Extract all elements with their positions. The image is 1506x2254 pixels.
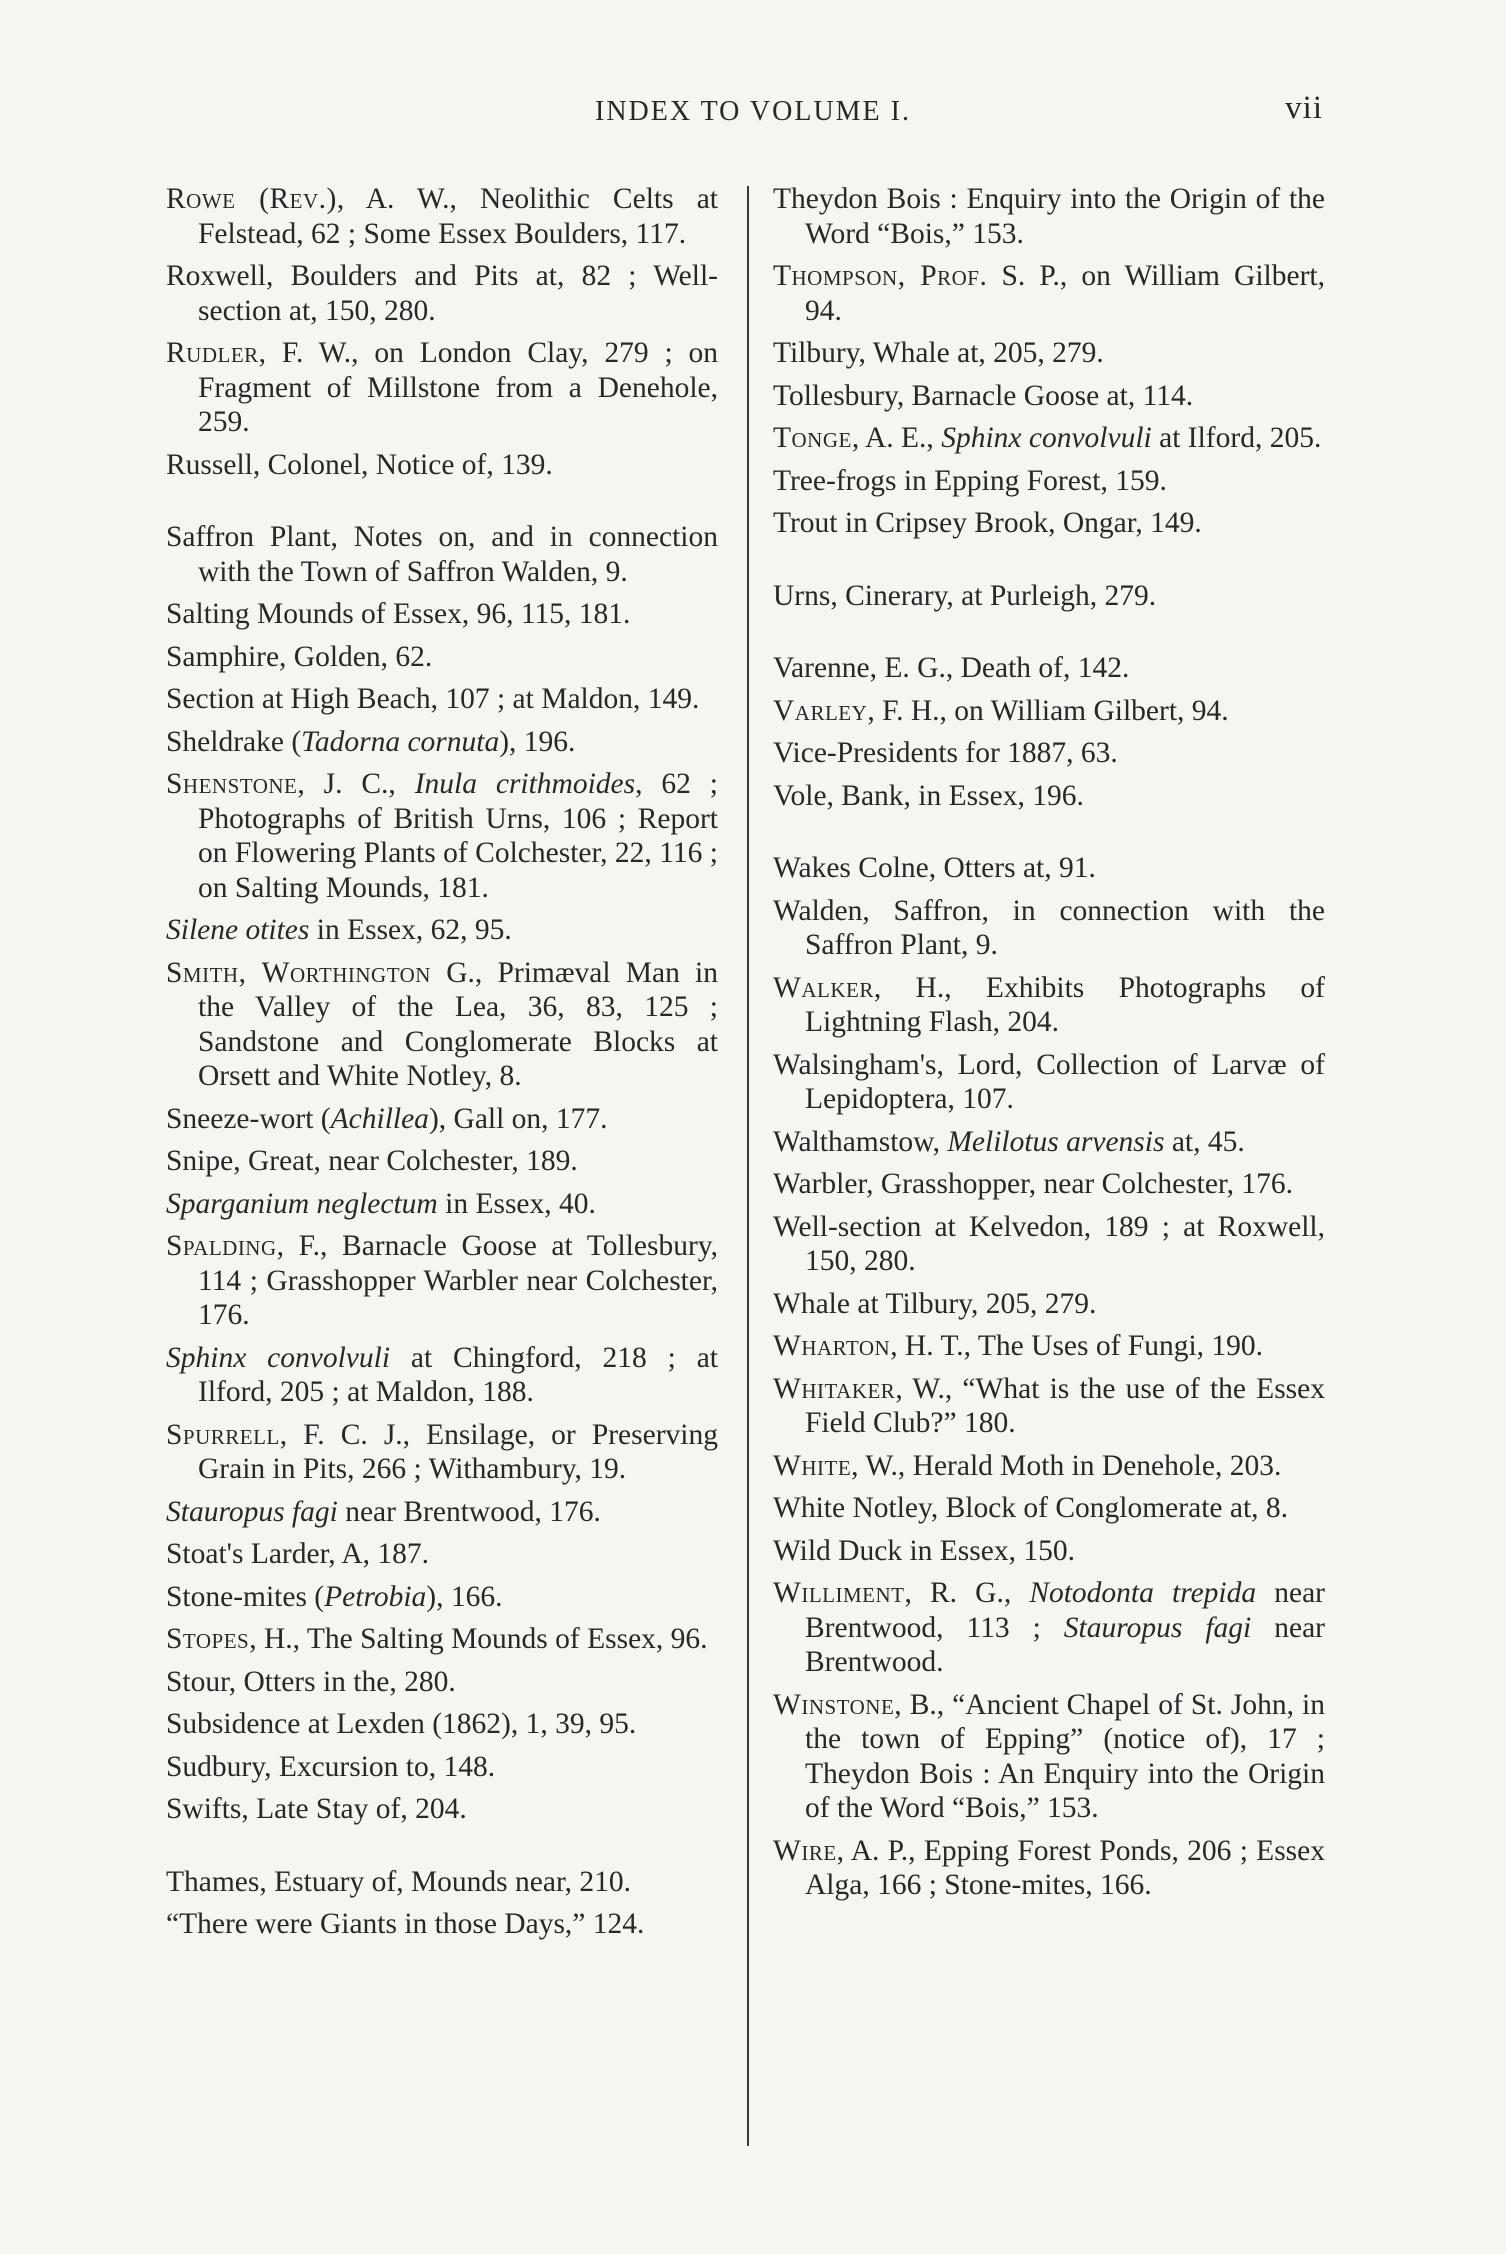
entry-text: Wild Duck in Essex, 150. xyxy=(773,1534,1075,1567)
entry-text: Tree-frogs in Epping Forest, 159. xyxy=(773,464,1167,497)
entry-text: Walden, Saffron, in connection with the Saffron Plant, 9. xyxy=(773,894,1325,961)
entry-text: ), Gall on, 177. xyxy=(428,1102,608,1135)
entry-italic-text: Inula crithmoides xyxy=(414,768,636,800)
entry-text: Snipe, Great, near Colchester, 189. xyxy=(166,1145,578,1177)
entry-text: at, 45. xyxy=(1164,1125,1245,1158)
entry-name: Spurrell xyxy=(166,1418,280,1451)
entry-text: Stone-mites ( xyxy=(166,1580,325,1613)
index-entry xyxy=(773,379,1325,414)
entry-name: Williment xyxy=(773,1577,905,1609)
entry-text: , 62 ; Photographs of British Urns, 106 ; Report on Flowering Plants of Colchester, 22, 116 ; on Salting Mounds, 181. xyxy=(198,768,718,904)
column-divider xyxy=(747,186,749,2146)
entry-text: Stoat's Larder, A, 187. xyxy=(166,1538,430,1570)
entry-text: Tollesbury, Barnacle Goose at, 114. xyxy=(773,379,1194,412)
entry-text: Sudbury, Excursion to, 148. xyxy=(166,1750,496,1783)
entry-text: , R. G., xyxy=(904,1577,1030,1609)
index-entry xyxy=(166,1187,718,1222)
index-entry xyxy=(166,597,718,632)
entry-text: ), 166. xyxy=(426,1580,503,1613)
entry-name: Walker xyxy=(773,971,874,1004)
entry-text: White Notley, Block of Conglomerate at, 8. xyxy=(773,1492,1289,1524)
index-entry xyxy=(166,336,718,440)
index-entry xyxy=(166,1865,718,1900)
index-entry xyxy=(773,1287,1325,1322)
entry-name: Tonge xyxy=(773,422,852,454)
entry-italic-text: Sphinx convolvuli xyxy=(941,422,1152,454)
index-entry xyxy=(166,1580,718,1615)
index-entry xyxy=(773,579,1325,614)
page-number: vii xyxy=(1285,90,1323,126)
entry-name: Rudler xyxy=(166,337,259,369)
index-entry xyxy=(773,736,1325,771)
entry-text: , F., Barnacle Goose at Tollesbury, 114 ; Grasshopper Warbler near Colchester, 176. xyxy=(198,1230,718,1331)
entry-italic-text: Stauropus fagi xyxy=(1063,1611,1252,1644)
entry-text: Warbler, Grasshopper, near Colchester, 176. xyxy=(773,1168,1293,1200)
index-entry xyxy=(166,1144,718,1179)
index-entry xyxy=(773,336,1325,371)
entry-text: , W., “What is the use of the Essex Field Club?” 180. xyxy=(805,1372,1325,1439)
entry-name: Whitaker xyxy=(773,1372,896,1405)
entry-name: Shenstone xyxy=(166,768,298,800)
entry-text: Sneeze-wort ( xyxy=(166,1102,331,1135)
entry-text: Subsidence at Lexden (1862), 1, 39, 95. xyxy=(166,1708,637,1740)
entry-text: ), 196. xyxy=(499,725,576,758)
entry-name: Varley xyxy=(773,694,868,727)
index-entry xyxy=(773,1048,1325,1117)
index-entry xyxy=(773,651,1325,686)
entry-text: Trout in Cripsey Brook, Ongar, 149. xyxy=(773,507,1202,539)
entry-text: Vice-Presidents for 1887, 63. xyxy=(773,737,1118,769)
entry-name: Spalding xyxy=(166,1230,277,1262)
index-entry xyxy=(773,1834,1325,1903)
entry-text: Salting Mounds of Essex, 96, 115, 181. xyxy=(166,598,631,630)
index-entry xyxy=(166,1750,718,1785)
entry-text: near Brentwood, 113 ; xyxy=(805,1577,1325,1644)
entry-text: , F. H., on William Gilbert, 94. xyxy=(867,694,1229,727)
index-entry xyxy=(166,640,718,675)
index-entry xyxy=(773,851,1325,886)
entry-text: in Essex, 40. xyxy=(437,1187,596,1220)
index-entry xyxy=(166,1792,718,1827)
entry-text: “There were Giants in those Days,” 124. xyxy=(166,1908,645,1940)
index-entry xyxy=(773,971,1325,1040)
left-column xyxy=(166,182,718,1950)
index-entry xyxy=(166,956,718,1094)
entry-text: G., Primæval Man in the Valley of the Lea, 36, 83, 125 ; Sandstone and Conglomerate Blocks at Orsett and White Notley, 8. xyxy=(198,956,718,1092)
entry-name: Stopes xyxy=(166,1623,250,1655)
entry-italic-text: Stauropus fagi xyxy=(166,1495,338,1528)
entry-text: , F. W., on London Clay, 279 ; on Fragment of Millstone from a Denehole, 259. xyxy=(198,337,718,438)
index-entry xyxy=(773,894,1325,963)
entry-text: in Essex, 62, 95. xyxy=(309,914,512,946)
index-entry xyxy=(773,464,1325,499)
index-entry xyxy=(773,1534,1325,1569)
index-entry xyxy=(166,682,718,717)
index-entry xyxy=(166,1341,718,1410)
index-entry xyxy=(166,913,718,948)
entry-text: , H., Exhibits Photographs of Lightning Flash, 204. xyxy=(805,971,1325,1038)
entry-text: , J. C., xyxy=(297,768,415,800)
entry-text: Stour, Otters in the, 280. xyxy=(166,1665,456,1698)
entry-name: White xyxy=(773,1449,852,1482)
index-entry xyxy=(773,506,1325,541)
entry-text: Varenne, E. G., Death of, 142. xyxy=(773,652,1130,684)
entry-text: near Brentwood, 176. xyxy=(337,1495,601,1528)
entry-italic-text: Tadorna cornuta xyxy=(301,725,500,758)
index-entry xyxy=(166,1418,718,1487)
running-title: INDEX TO VOLUME I. xyxy=(595,96,911,127)
entry-text: , H. T., The Uses of Fungi, 190. xyxy=(890,1330,1264,1362)
entry-italic-text: Sphinx convolvuli xyxy=(166,1341,391,1374)
entry-text: Walthamstow, xyxy=(773,1125,948,1158)
index-entry xyxy=(773,1329,1325,1364)
entry-text: , F. C. J., Ensilage, or Preserving Grain in Pits, 266 ; Withambury, 19. xyxy=(198,1418,718,1485)
entry-text: Urns, Cinerary, at Purleigh, 279. xyxy=(773,579,1157,612)
entry-name: Smith, Worthington xyxy=(166,956,431,989)
entry-text: , W., Herald Moth in Denehole, 203. xyxy=(851,1449,1282,1482)
index-entry xyxy=(166,1102,718,1137)
entry-text: Tilbury, Whale at, 205, 279. xyxy=(773,337,1104,369)
entry-text: , A. E., xyxy=(851,422,942,454)
entry-text: Samphire, Golden, 62. xyxy=(166,640,433,673)
index-entry xyxy=(773,694,1325,729)
index-entry xyxy=(166,767,718,905)
index-entry xyxy=(166,520,718,589)
index-entry xyxy=(166,182,718,251)
entry-text: Well-section at Kelvedon, 189 ; at Roxwell, 150, 280. xyxy=(773,1210,1325,1277)
entry-text: Walsingham's, Lord, Collection of Larvæ of Lepidoptera, 107. xyxy=(773,1048,1325,1115)
index-entry xyxy=(166,448,718,483)
index-entry xyxy=(773,1688,1325,1826)
entry-name: Wire xyxy=(773,1834,837,1867)
index-entry xyxy=(166,1907,718,1942)
entry-text: near Brentwood. xyxy=(805,1611,1325,1678)
index-entry xyxy=(773,182,1325,251)
entry-text: S. P., on William Gilbert, 94. xyxy=(805,260,1325,327)
entry-italic-text: Silene otites xyxy=(166,914,310,946)
entry-text: , H., The Salting Mounds of Essex, 96. xyxy=(249,1623,708,1655)
entry-name: Rowe (Rev.) xyxy=(166,183,337,215)
index-entry xyxy=(166,1665,718,1700)
entry-italic-text: Achillea xyxy=(330,1102,429,1135)
index-entry xyxy=(166,1707,718,1742)
entry-name: Wharton xyxy=(773,1330,891,1362)
entry-text: Theydon Bois : Enquiry into the Origin of the Word “Bois,” 153. xyxy=(773,183,1325,250)
index-entry xyxy=(773,1210,1325,1279)
entry-text: , A. W., Neolithic Celts at Felstead, 62 ; Some Essex Boulders, 117. xyxy=(198,183,718,250)
entry-text: Swifts, Late Stay of, 204. xyxy=(166,1793,467,1825)
entry-italic-text: Petrobia xyxy=(324,1580,427,1613)
index-entry xyxy=(773,779,1325,814)
entry-text: Whale at Tilbury, 205, 279. xyxy=(773,1287,1097,1320)
index-entry xyxy=(773,421,1325,456)
entry-text: Sheldrake ( xyxy=(166,725,302,758)
index-entry xyxy=(166,1229,718,1333)
entry-text: Roxwell, Boulders and Pits at, 82 ; Well-section at, 150, 280. xyxy=(166,260,718,327)
right-column xyxy=(773,182,1325,1911)
index-entry xyxy=(773,1576,1325,1680)
entry-text: Wakes Colne, Otters at, 91. xyxy=(773,852,1096,884)
index-entry xyxy=(773,1372,1325,1441)
index-entry xyxy=(166,725,718,760)
index-entry xyxy=(773,1449,1325,1484)
index-entry xyxy=(166,1495,718,1530)
entry-text: Russell, Colonel, Notice of, 139. xyxy=(166,448,553,481)
entry-text: Vole, Bank, in Essex, 196. xyxy=(773,779,1084,812)
index-entry xyxy=(773,259,1325,328)
index-entry xyxy=(166,1537,718,1572)
index-entry xyxy=(773,1491,1325,1526)
entry-name: Winstone xyxy=(773,1688,895,1721)
entry-italic-text: Melilotus arvensis xyxy=(947,1125,1165,1158)
entry-text: at Chingford, 218 ; at Ilford, 205 ; at Maldon, 188. xyxy=(198,1341,718,1408)
entry-name: Thompson, Prof. xyxy=(773,260,988,292)
entry-text: , B., “Ancient Chapel of St. John, in the town of Epping” (notice of), 17 ; Theydon Bois : An Enquiry into the Origin of the Word “Bois,” 153. xyxy=(805,1688,1325,1824)
entry-text: Section at High Beach, 107 ; at Maldon, 149. xyxy=(166,683,700,715)
entry-text: , A. P., Epping Forest Ponds, 206 ; Essex Alga, 166 ; Stone-mites, 166. xyxy=(805,1834,1325,1901)
index-entry xyxy=(773,1167,1325,1202)
entry-italic-text: Notodonta trepida xyxy=(1029,1577,1257,1609)
entry-text: Thames, Estuary of, Mounds near, 210. xyxy=(166,1865,631,1898)
index-entry xyxy=(166,259,718,328)
index-entry xyxy=(166,1622,718,1657)
entry-text: Saffron Plant, Notes on, and in connection with the Town of Saffron Walden, 9. xyxy=(166,521,718,588)
entry-italic-text: Sparganium neglectum xyxy=(166,1187,438,1220)
entry-text: at Ilford, 205. xyxy=(1151,422,1322,454)
index-entry xyxy=(773,1125,1325,1160)
